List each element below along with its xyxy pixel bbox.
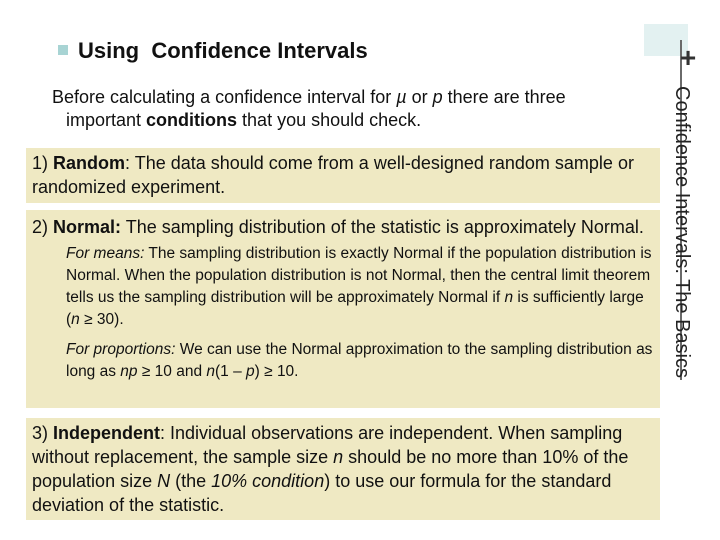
intro-paragraph (52, 86, 642, 132)
square-bullet-icon (58, 45, 68, 55)
title-lead: Using (78, 38, 140, 63)
condition-independent (26, 418, 660, 520)
means-text: ≥ 30). (79, 311, 124, 328)
condition-label: Independent (53, 423, 161, 443)
p-symbol: p (432, 87, 443, 107)
condition-number: 2) (32, 217, 54, 237)
condition-number: 3) (32, 423, 54, 443)
slide-title (58, 38, 368, 64)
condition-text: : Individual observations are independent. When sampling without replacement, the sample size (32, 423, 623, 467)
n-symbol: n (71, 311, 80, 328)
proportions-label: For proportions: (66, 341, 176, 358)
condition-text: The sampling distribution of the statistic is approximately Normal. (121, 217, 644, 237)
intro-text: there are three (442, 87, 566, 107)
n-symbol: n (504, 289, 514, 306)
title-rest: Confidence Intervals (151, 38, 368, 63)
side-title: Confidence Intervals: The Basics (671, 86, 693, 379)
condition-text: ) to use our formula for the standard deviation of the statistic. (32, 471, 612, 515)
means-text: is sufficiently large ( (66, 289, 644, 328)
proportions-text: ≥ 10 and (137, 363, 207, 380)
N-symbol: N (157, 471, 171, 491)
condition-random (26, 148, 660, 203)
n-symbol: n (333, 447, 344, 467)
ten-percent-condition: 10% condition (211, 471, 325, 491)
condition-text: should be no more than 10% of the population size (32, 447, 629, 491)
intro-text: that you should check. (237, 110, 422, 130)
condition-text: (the (170, 471, 212, 491)
plus-icon: + (679, 42, 697, 73)
means-note (66, 243, 654, 331)
n-symbol: n (206, 363, 216, 380)
np-symbol: np (120, 363, 138, 380)
condition-text: : The data should come from a well-designed random sample or randomized experiment. (32, 153, 634, 197)
condition-normal (26, 210, 660, 408)
means-label: For means: (66, 245, 145, 262)
intro-text: Before calculating a confidence interval for (52, 87, 397, 107)
proportions-text: ) ≥ 10. (254, 363, 299, 380)
proportions-text: We can use the Normal approximation to the sampling distribution as long as (66, 341, 653, 380)
intro-text: or (406, 87, 433, 107)
intro-text: important (66, 110, 147, 130)
condition-number: 1) (32, 153, 54, 173)
proportions-note (66, 339, 654, 383)
conditions-word: conditions (146, 110, 238, 130)
condition-label: Normal: (53, 217, 122, 237)
mu-symbol: µ (396, 87, 407, 107)
proportions-text: (1 – (215, 363, 247, 380)
p-symbol: p (246, 363, 255, 380)
means-text: The sampling distribution is exactly Normal if the population distribution is Normal. When the population distribution is not Normal, then the central limit theorem tells us the sampling distribution will be approximately Normal if (66, 245, 652, 306)
condition-label: Random (53, 153, 126, 173)
